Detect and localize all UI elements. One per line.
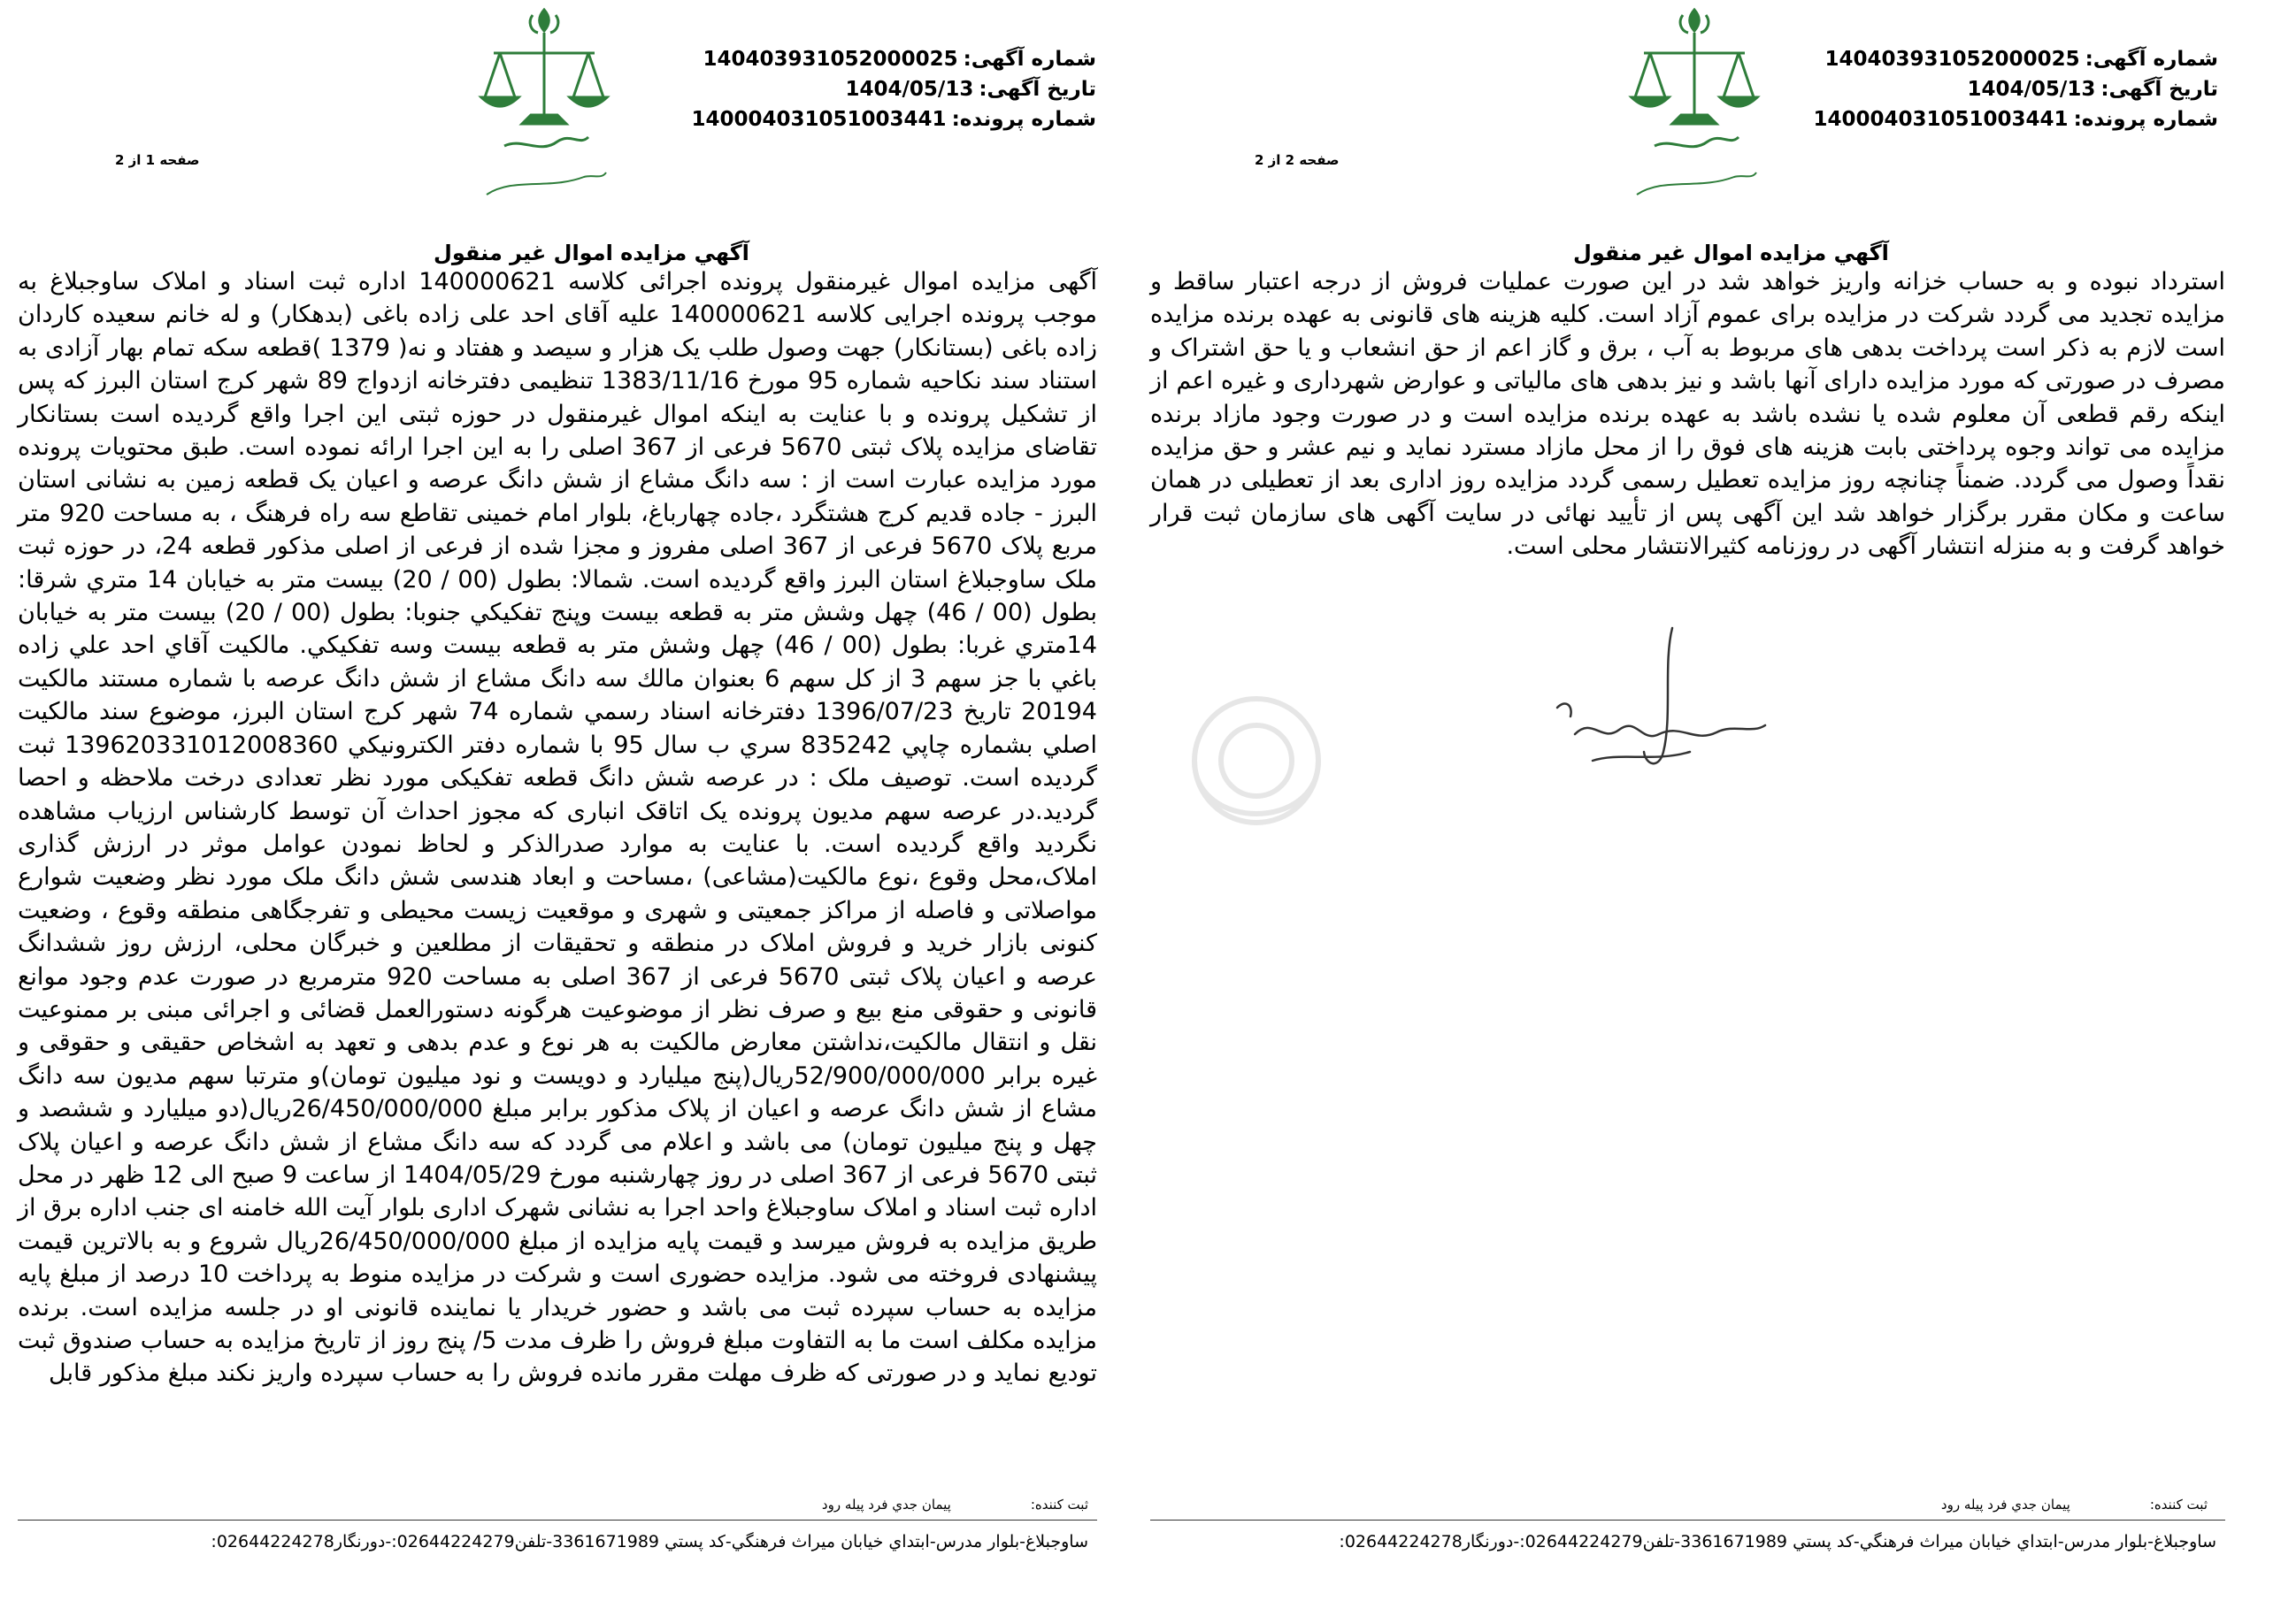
notice-title: آگهي مزايده اموال غير منقول	[1573, 241, 1889, 265]
notice-body: استرداد نبوده و به حساب خزانه واریز خواهد شد در این صورت عملیات فروش از درجه اعتبار ساقط و مزایده تجدید می گردد شرکت در مزایده برای عموم آزاد است. کلیه هزینه های قانونی به عهده برنده مزایده است لازم به ذکر است پرداخت بدهی های مربوط به آب ، برق و گاز اعم از حق انشعاب و یا حق اشتراک و مصرف در صورتی که مورد مزایده دارای آنها باشد و نیز بدهی های مالیاتی و عوارض شهرداری و غیره اعم از اینکه رقم قطعی آن معلوم شده یا نشده باشد به عهده برنده مزایده است و در صورت وجود مازاد برنده مزایده می تواند وجوه پرداختی بابت هزینه های فوق را از محل مازاد مسترد نماید و نیم عشر و حق مزایده نقداً وصول می گردد. ضمناً چنانچه روز مزایده تعطیل رسمی گردد مزایده روز اداری بعد از تعطیلی در همان ساعت و مکان مقرر برگزار خواهد شد این آگهی پس از تأیید نهائی در سایت آگهی های سازمان ثبت قرار خواهد گرفت و به منزله انتشار آگهی در روزنامه کثیرالانتشار محلی است.	[1150, 268, 2225, 561]
page-indicator: صفحه 2 از 2	[1255, 152, 1340, 168]
registrar	[1941, 1497, 2208, 1513]
registrar-name: پيمان جدي فرد پيله رود	[1940, 1497, 2070, 1513]
file-number: 140004031051003441	[1813, 108, 2069, 131]
ad-date-label: تاریخ آگهی:	[2100, 78, 2218, 101]
file-number: 140004031051003441	[691, 108, 947, 131]
samaddata-watermark-icon	[1124, 655, 1389, 1008]
registrar	[822, 1497, 1088, 1513]
judiciary-scales-emblem-icon	[469, 4, 619, 203]
page-indicator: صفحه 1 از 2	[115, 152, 200, 168]
ad-number-label: شماره آگهی:	[2085, 48, 2218, 71]
ad-date: 1404/05/13	[845, 78, 974, 101]
notice-title: آگهي مزايده اموال غير منقول	[434, 241, 749, 265]
registrar-name: پيمان جدي فرد پيله رود	[821, 1497, 951, 1513]
footer-divider	[1150, 1520, 2225, 1521]
ad-number: 140403931052000025	[703, 48, 958, 71]
file-number-label: شماره پرونده:	[951, 108, 1096, 131]
office-address: ساوجبلاغ-بلوار مدرس-ابتداي خيابان ميراث فرهنگي-کد پستي 3361671989-تلفن02644224279:-دورنگار02644224278:	[211, 1532, 1088, 1551]
notice-body: آگهی مزایده اموال غیرمنقول پرونده اجرائی کلاسه 140000621 اداره ثبت اسناد و املاک ساوجبلاغ به موجب پرونده اجرایی کلاسه 140000621 علیه آقای احد علی زاده باغی (بدهکار) و له خانم سعیده کاردان زاده باغی (بستانکار) جهت وصول طلب یک هزار و سیصد و هفتاد و نه( 1379 )قطعه سکه تمام بهار آزادی به استناد سند نکاحیه شماره 95 مورخ 1383/11/16 تنظیمی دفترخانه ازدواج 89 شهر کرج استان البرز که پس از تشکیل پرونده و با عنایت به اینکه اموال غیرمنقول در حوزه ثبتی این اجرا واقع گردیده است بستانکار تقاضای مزایده پلاک ثبتی 5670 فرعی از 367 اصلی را به این اجرا ارائه نموده است. طبق محتویات پرونده مورد مزایده عبارت است از : سه دانگ مشاع از شش دانگ عرصه و اعیان یک قطعه زمین به نشانی استان البرز - جاده قدیم کرج هشتگرد ،جاده چهارباغ، بلوار امام خمینی تقاطع سه راه فرهنگ ، به مساحت 920 متر مربع پلاک 5670 فرعی از 367 اصلی مفروز و مجزا شده از فرعی از اصلی مذکور قطعه 24، در حوزه ثبت ملک ساوجبلاغ استان البرز واقع گردیده است. شمالا: بطول (00 / 20) بيست متر به خيابان 14 متري شرقا: بطول (00 / 46) چهل وشش متر به قطعه بيست وپنج تفكيكي جنوبا: بطول (00 / 20) بيست متر به خيابان 14متري غربا: بطول (00 / 46) چهل وشش متر به قطعه بيست وسه تفكيكي. مالكيت آقاي احد علي زاده باغي با جز سهم 3 از كل سهم 6 بعنوان مالك سه دانگ مشاع از شش دانگ عرصه با شماره مستند مالكيت 20194 تاريخ 1396/07/23 دفترخانه اسناد رسمي شماره 74 شهر كرج استان البرز، موضوع سند مالكيت اصلي بشماره چاپي 835242 سري ب سال 95 با شماره دفتر الكترونيكي 139620331012008360 ثبت گرديده است. توصیف ملک : در عرصه شش دانگ قطعه تفکیکی مورد نظر تعدادی درخت ملاحظه و احصا گردید.در عرصه سهم مدیون پرونده یک اتاقک انباری که مجوز احداث آن توسط کارشناس ارزیاب مشاهده نگردید واقع گردیده است. با عنایت به موارد صدرالذکر و لحاظ نمودن عوامل موثر در ارزش گذاری املاک،محل وقوع ،نوع مالکیت(مشاعی) ،مساحت و ابعاد هندسی شش دانگ ملک مورد نظر وضعیت شوارع مواصلاتی و فاصله از مراکز جمعیتی و شهری و موقعیت زیست محیطی و تفرجگاهی منطقه وقوع ، وضعیت کنونی بازار خرید و فروش املاک در منطقه و تحقیقات از مطلعین و خبرگان محلی، ارزش روز ششدانگ عرصه و اعیان پلاک ثبتی 5670 فرعی از 367 اصلی به مساحت 920 مترمربع در صورت عدم وجود موانع قانونی و حقوقی منع بیع و صرف نظر از موضوعیت هرگونه دستورالعمل قضائی و اجرائی مبنی بر ممنوعیت نقل و انتقال مالکیت،نداشتن معارض مالکیت به هر نوع و عدم بدهی و تعهد به اشخاص حقیقی و حقوقی و غیره برابر 52/900/000/000ریال(پنج میلیارد و دویست و نود میلیون تومان)و مترتبا سهم مدیون سه دانگ مشاع از شش دانگ عرصه و اعیان از پلاک مذکور برابر مبلغ 26/450/000/000ریال(دو میلیارد و ششصد و چهل و پنج میلیون تومان) می باشد و اعلام می گردد که سه دانگ مشاع از شش دانگ عرصه و اعیان پلاک ثبتی 5670 فرعی از 367 اصلی در روز چهارشنبه مورخ 1404/05/29 از ساعت 9 صبح الی 12 ظهر در محل اداره ثبت اسناد و املاک ساوجبلاغ واحد اجرا به نشانی شهرک اداری بلوار آیت الله خامنه ای جنب اداره برق از طریق مزایده به فروش میرسد و قیمت پایه مزایده از مبلغ 26/450/000/000ریال شروع و به بالاترین قیمت پیشنهادی فروخته می شود. مزایده حضوری است و شرکت در مزایده منوط به پرداخت 10 درصد از مبلغ پایه مزایده به حساب سپرده ثبت می باشد و حضور خریدار یا نماینده قانونی او در جلسه مزایده است. برنده مزایده مکلف است ما به التفاوت مبلغ فروش را ظرف مدت 5/ پنج روز از تاریخ مزایده به حساب صندوق ثبت تودیع نماید و در صورتی که ظرف مهلت مقرر مانده فروش را به حساب سپرده واریز نکند مبلغ مذکور قابل	[18, 268, 1098, 1388]
notice-meta	[1814, 44, 2219, 134]
office-address: ساوجبلاغ-بلوار مدرس-ابتداي خيابان ميراث فرهنگي-کد پستي 3361671989-تلفن02644224279:-دورنگار02644224278:	[1339, 1532, 2216, 1551]
judiciary-scales-emblem-icon	[1619, 4, 1770, 203]
ad-number: 140403931052000025	[1824, 48, 2080, 71]
ad-date: 1404/05/13	[1967, 78, 2096, 101]
notice-page-1	[18, 0, 1097, 1624]
ad-number-label: شماره آگهی:	[963, 48, 1096, 71]
notice-meta	[692, 44, 1097, 134]
ad-date-label: تاریخ آگهی:	[979, 78, 1096, 101]
signature-image	[1540, 610, 1778, 814]
registrar-label: ثبت کننده:	[1030, 1497, 1088, 1513]
file-number-label: شماره پرونده:	[2073, 108, 2218, 131]
registrar-label: ثبت کننده:	[2149, 1497, 2208, 1513]
footer-divider	[18, 1520, 1097, 1521]
